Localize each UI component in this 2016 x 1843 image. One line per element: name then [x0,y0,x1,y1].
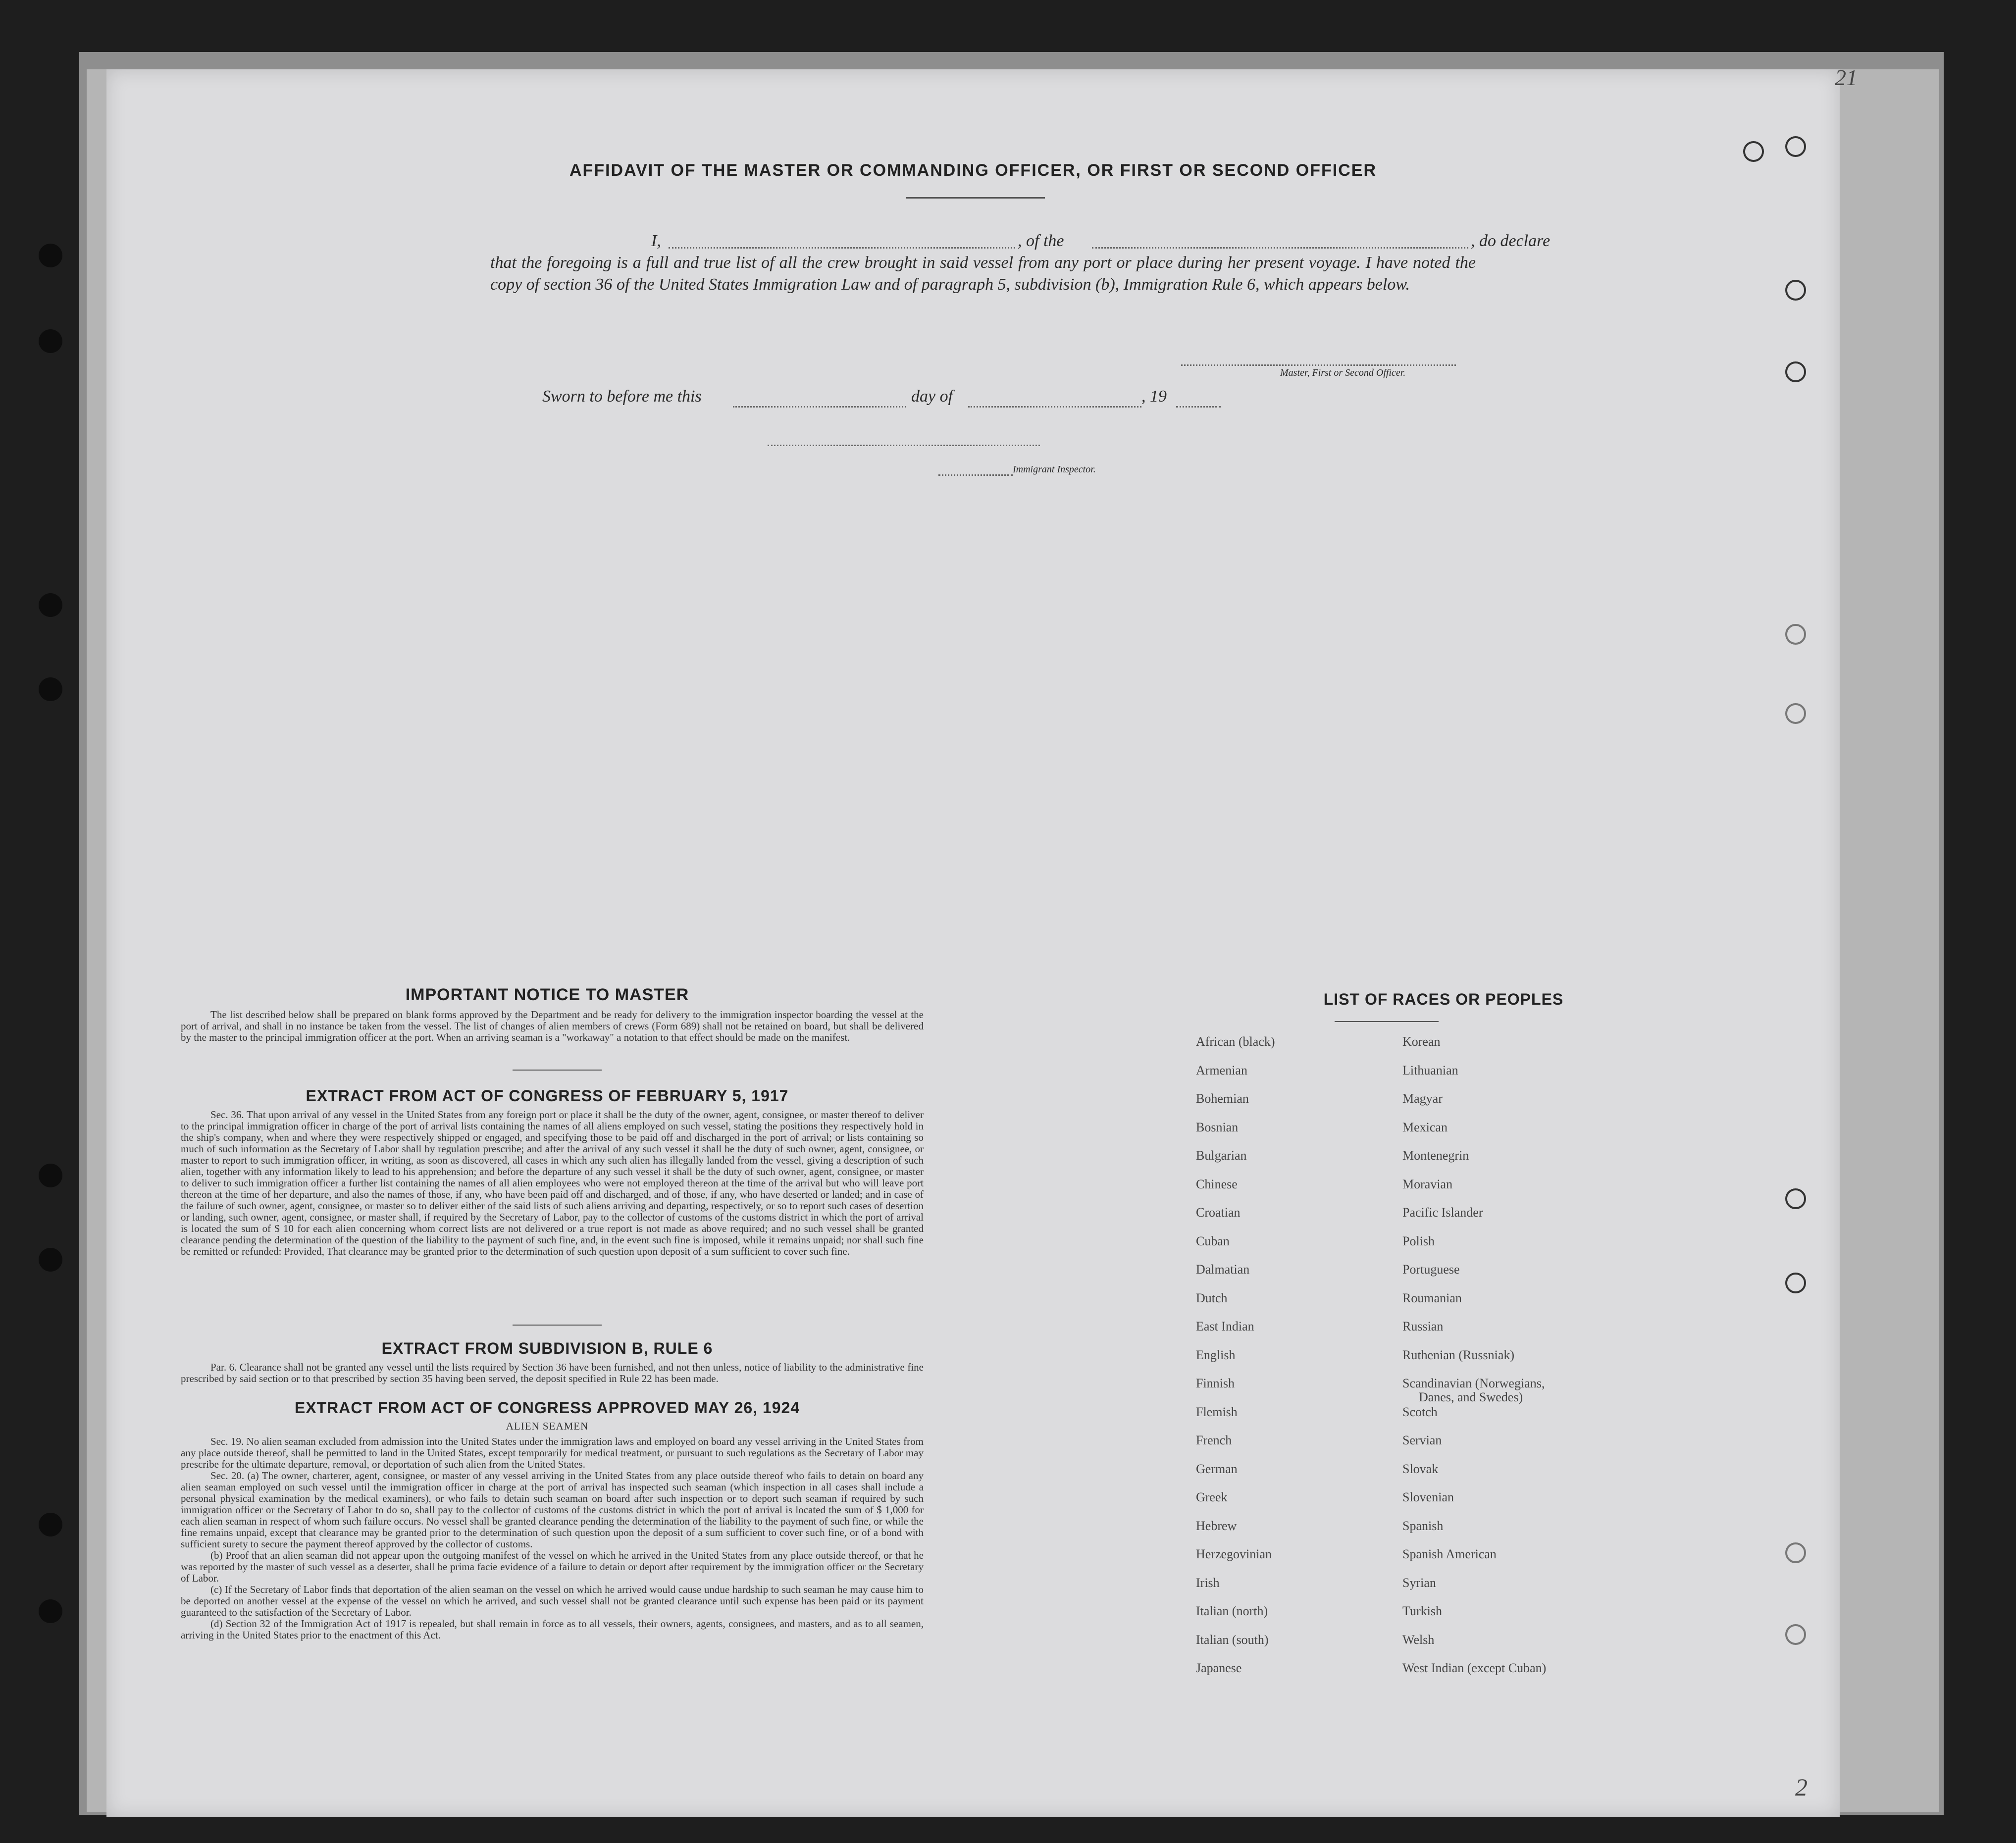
affidavit-title: AFFIDAVIT OF THE MASTER OR COMMANDING OFFICER, OR FIRST OR SECOND OFFICER [569,161,1377,180]
notice-body: The list described below shall be prepared on blank forms approved by the Department and be ready for delivery to the immigration inspector boarding the vessel at the port of arrival, and shall in no instance be taken from the vessel. The list of changes of alien members of crews (Form 689) shall not be retained on board, but shall be delivered by the master to the principal immigration officer at the port. When an arriving seaman is a "workaway" a notation to that effect should be made on the manifest. [181,1009,924,1043]
race-item: Flemish [1196,1404,1238,1419]
binder-ring [1785,1188,1806,1209]
race-item: French [1196,1433,1232,1447]
extract-1917-body: Sec. 36. That upon arrival of any vessel in the United States from any foreign port or place it shall be the duty of the owner, agent, consignee, or master thereof to deliver to the principal immigration officer in charge of the port of arrival lists containing the names of all aliens employed on such vessel, stating the positions they respectively hold in the ship's company, when and where they were respectively shipped or engaged, and specifying those to be paid off and discharged in the port of arrival; or lists containing so much of such information as the Secretary of Labor shall by regulation prescribe; and after the arrival of any such vessel it shall be the duty of such owner, agent, consignee, or master to report to such immigration officer, in writing, as soon as discovered, all cases in which any such alien has illegally landed from the vessel, giving a description of such alien, together with any information likely to lead to his apprehension; and before the departure of any such vessel it shall be the duty of such owner, agent, consignee, or master to deliver to such immigration officer a further list containing the names of all alien employees who were not employed thereon at the time of the arrival but who will leave port thereon at the time of her departure, and also the names of those, if any, who have been paid off and discharged, and of those, if any, who have deserted or landed; and in case of the failure of such owner, agent, consignee, or master so to deliver either of the said lists of such aliens arriving and departing, respectively, or so to report such cases of desertion or landing, such owner, agent, consignee, or master shall, if required by the Secretary of Labor, pay to the collector of customs of the customs district in which the port of arrival is located the sum of $ 10 for each alien concerning whom correct lists are not delivered or a true report is not made as above required; and no such vessel shall be granted clearance pending the determination of the question of the liability to the payment of such fine, and, in the event such fine is imposed, while it remains unpaid; nor shall such fine be remitted or refunded: Provided, That clearance may be granted prior to the determination of such question upon deposit of a sum sufficient to cover such fine. [181,1109,924,1257]
race-item: Mexican [1402,1120,1447,1134]
races-rule [1335,1021,1439,1022]
race-item: African (black) [1196,1034,1275,1049]
extract-1924-title: EXTRACT FROM ACT OF CONGRESS APPROVED MAY 26, 1924 [294,1399,800,1417]
name-blank[interactable] [669,247,1015,249]
race-item: Herzegovinian [1196,1547,1272,1561]
handwritten-number: 21 [1835,65,1858,90]
race-item: Chinese [1196,1177,1238,1191]
i-label: I, [651,232,661,250]
race-item: Hebrew [1196,1518,1237,1533]
paragraph: Sec. 20. (a) The owner, charterer, agent, consignee, or master of any vessel arriving in the United States from any place outside thereof who fails to detain on board any alien seaman employed on such vessel until the immigration officer in charge at the port of arrival has inspected such seaman (which inspection in all cases shall include a personal physical examination by the medical examiners), or who fails to detain such seaman on board after such inspection or to deport such seaman if required by such immigration officer or the Secretary of Labor to do so, shall pay to the collector of customs of the customs district in which the port of arrival is located the sum of $ 1,000 for each alien seaman in respect of whom such failure occurs. No vessel shall be granted clearance pending the determination of the liability to the payment of such fine, or while the fine remains unpaid, except that clearance may be granted prior to the determination of such question upon the deposit of a sum sufficient to cover such fine, or of a bond with sufficient surety to secure the payment thereof approved by the collector of customs. [181,1470,924,1550]
extract-1924-subtitle: ALIEN SEAMEN [506,1420,589,1432]
race-item: Italian (south) [1196,1632,1269,1647]
manifest-page [106,65,1858,1817]
of-the-label: , of the [1018,232,1064,250]
race-item: Bulgarian [1196,1148,1247,1163]
extract-rule6-title: EXTRACT FROM SUBDIVISION B, RULE 6 [381,1339,713,1357]
year-blank[interactable] [1176,406,1221,408]
binder-ring [1785,624,1806,645]
binder-ring [1785,280,1806,301]
race-item: Korean [1402,1034,1441,1049]
month-blank[interactable] [968,406,1141,408]
extract-1924-body [181,1436,924,1641]
race-item: Scandinavian (Norwegians, [1402,1376,1545,1390]
race-item: Servian [1402,1433,1442,1447]
race-item: Greek [1196,1490,1228,1504]
punch-hole [39,1513,62,1536]
extract-1917-title: EXTRACT FROM ACT OF CONGRESS OF FEBRUARY 5, 1917 [306,1087,789,1105]
binder-ring [1785,703,1806,724]
day-blank[interactable] [733,406,906,408]
race-item: Russian [1402,1319,1444,1333]
paragraph: (d) Section 32 of the Immigration Act of 1917 is repealed, but shall remain in force as to all vessels, their owners, agents, consignees, and masters, and as to all seamen, arriving in the United States prior to the enactment of this Act. [181,1618,924,1641]
punch-hole [39,677,62,701]
day-of-label: day of [911,387,953,406]
paragraph: (c) If the Secretary of Labor finds that deportation of the alien seaman on the vessel on which he arrived would cause undue hardship to such seaman he may cause him to be deported on another vessel at the expense of the vessel on which he arrived, and such vessel shall not be granted clearance until such expense has been paid or its payment guaranteed to the satisfaction of the Secretary of Labor. [181,1584,924,1618]
race-item: Syrian [1402,1575,1436,1590]
race-item: Welsh [1402,1632,1435,1647]
race-item: Bosnian [1196,1120,1239,1134]
punch-hole [39,1599,62,1623]
races-title: LIST OF RACES OR PEOPLES [1323,990,1564,1008]
race-item: Spanish [1402,1518,1444,1533]
race-item: Japanese [1196,1661,1242,1675]
race-item: Finnish [1196,1376,1235,1390]
year-label: , 19 [1141,387,1167,406]
race-item: West Indian (except Cuban) [1402,1661,1547,1675]
inspector-signature-line[interactable] [768,445,1040,446]
section-rule [513,1325,602,1326]
binder-ring [1785,361,1806,382]
notice-title: IMPORTANT NOTICE TO MASTER [405,985,689,1004]
vessel-blank[interactable] [1092,247,1468,249]
binder-ring [1743,141,1764,162]
punch-hole [39,329,62,353]
binder-ring [1785,1542,1806,1563]
race-item: Pacific Islander [1402,1205,1483,1220]
race-item: Ruthenian (Russniak) [1402,1347,1515,1362]
punch-hole [39,1248,62,1272]
race-item: Moravian [1402,1177,1453,1191]
race-item: Italian (north) [1196,1604,1268,1618]
handwritten-number: 2 [1795,1773,1808,1801]
race-item: German [1196,1461,1238,1476]
sworn-label: Sworn to before me this [542,387,702,406]
race-item: Roumanian [1402,1290,1462,1305]
race-item: Lithuanian [1402,1063,1458,1077]
race-item: Turkish [1402,1604,1442,1618]
race-item: Croatian [1196,1205,1241,1220]
inspector-caption-line [938,474,1013,476]
race-item: Magyar [1402,1091,1443,1106]
binder-ring [1785,1273,1806,1293]
race-item: Dalmatian [1196,1262,1250,1277]
race-item: Cuban [1196,1233,1230,1248]
race-item: Montenegrin [1402,1148,1469,1163]
race-item: East Indian [1196,1319,1254,1333]
race-item: Dutch [1196,1290,1228,1305]
race-item: Bohemian [1196,1091,1249,1106]
punch-hole [39,593,62,617]
race-item: Scotch [1402,1404,1438,1419]
race-item: Slovenian [1402,1490,1454,1504]
paragraph: Sec. 19. No alien seaman excluded from admission into the United States under the immigration laws and employed on board any vessel arriving in the United States from any place outside thereof, shall be permitted to land in the United States, except temporarily for medical treatment, or pursuant to such regulations as the Secretary of Labor may prescribe for the ultimate departure, removal, or deportation of such alien from the United States. [181,1435,924,1470]
race-item: Danes, and Swedes) [1419,1390,1523,1404]
declaration-line [493,230,1562,252]
race-item: English [1196,1347,1236,1362]
binder-ring [1785,1624,1806,1645]
inspector-caption: Immigrant Inspector. [1013,464,1096,475]
binder-ring [1785,136,1806,157]
punch-hole [39,244,62,267]
race-item: Portuguese [1402,1262,1460,1277]
race-item: Slovak [1402,1461,1439,1476]
master-signature-line[interactable] [1181,364,1456,366]
race-item: Spanish American [1402,1547,1497,1561]
extract-rule6-body: Par. 6. Clearance shall not be granted any vessel until the lists required by Section 36 have been furnished, and not then unless, notice of liability to the administrative fine prescribed by said section or to that prescribed by section 35 having been served, the deposit specified in Rule 22 has been made. [181,1361,924,1384]
title-rule [906,197,1045,199]
punch-hole [39,1164,62,1187]
master-caption: Master, First or Second Officer. [1280,367,1406,378]
do-declare-label: , do declare [1471,232,1551,250]
paragraph: (b) Proof that an alien seaman did not appear upon the outgoing manifest of the vessel on which he arrived in the United States from any place outside thereof, or that he was reported by the master of such vessel as a deserter, shall be prima facie evidence of a failure to detain or deport after requirement by the immigration officer or the Secretary of Labor. [181,1549,924,1584]
declaration-body: that the foregoing is a full and true list of all the crew brought in said vessel from any port or place during her present voyage. I have noted the copy of section 36 of the United States Immigration Law and of paragraph 5, subdivision (b), Immigration Rule 6, which appears below. [490,254,1476,294]
race-item: Polish [1402,1233,1435,1248]
race-item: Irish [1196,1575,1220,1590]
section-rule [513,1070,602,1071]
race-item: Armenian [1196,1063,1247,1077]
